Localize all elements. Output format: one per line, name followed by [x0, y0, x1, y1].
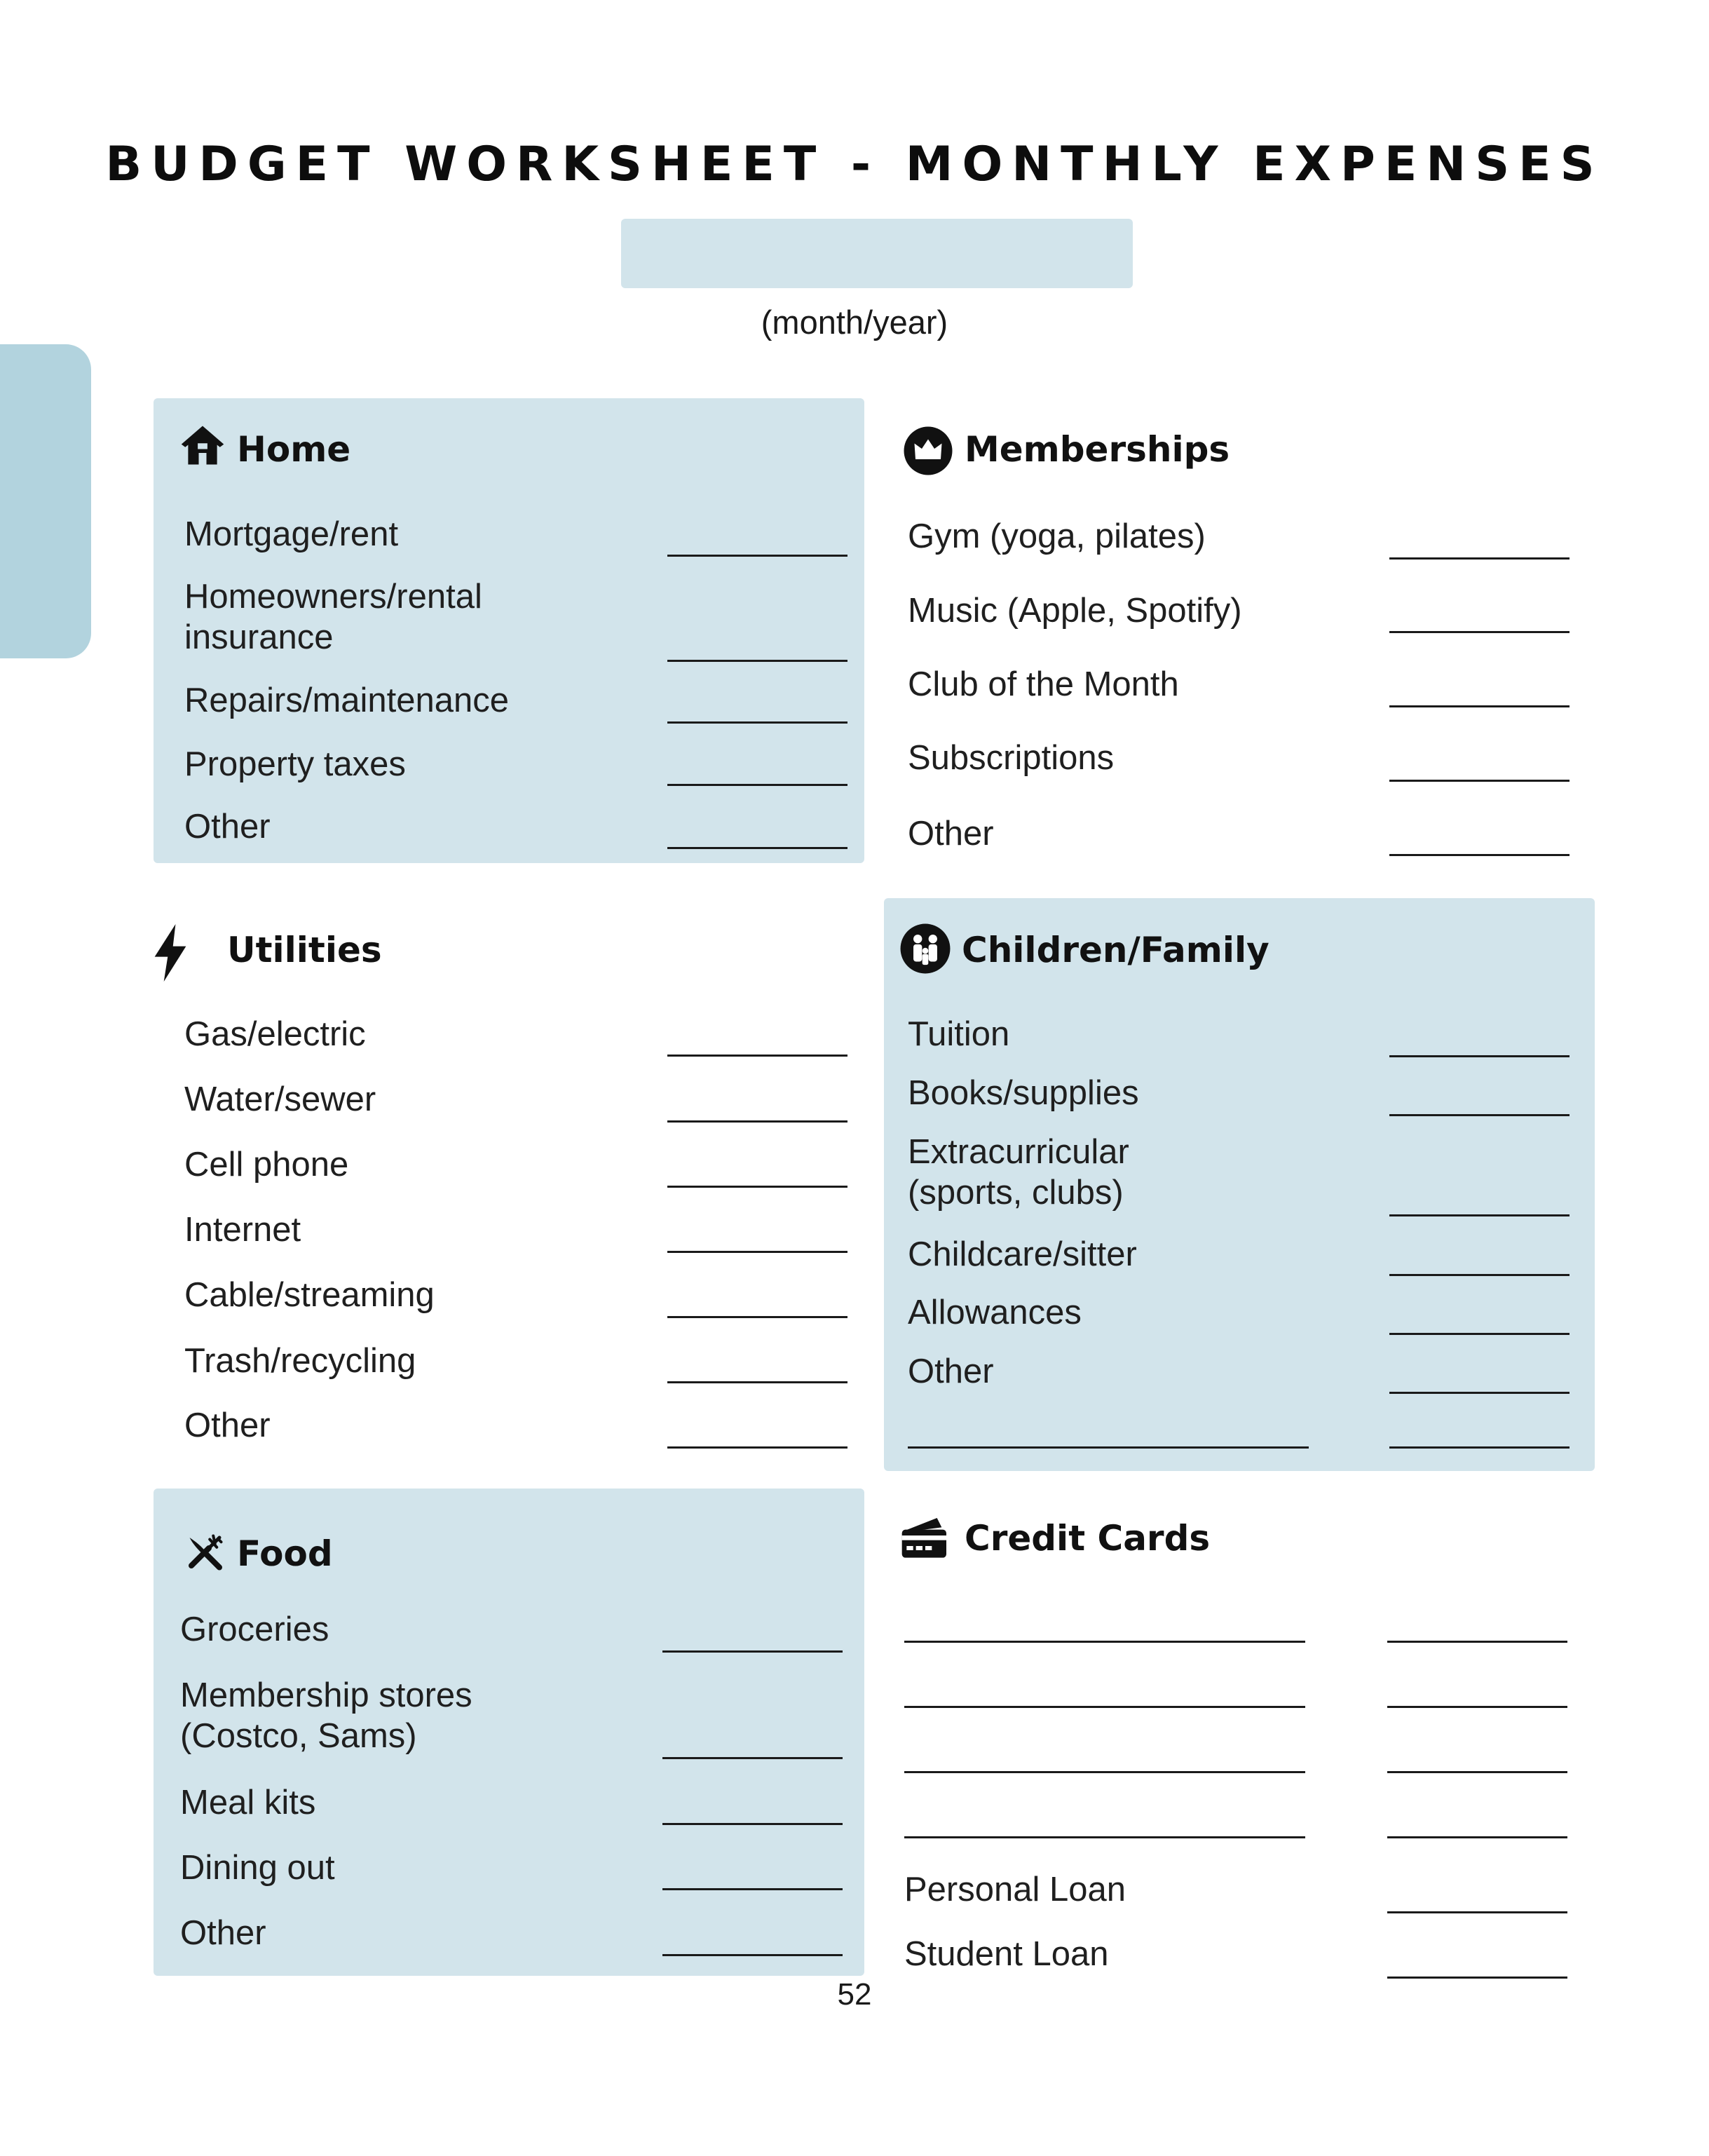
credit-card-3-name-line[interactable]	[904, 1771, 1305, 1773]
children-item-books: Books/supplies	[908, 1074, 1139, 1112]
crown-icon	[903, 426, 953, 480]
food-item-dining-out: Dining out	[180, 1849, 335, 1887]
children-other-entry-line[interactable]	[1389, 1392, 1570, 1394]
utilities-item-internet: Internet	[184, 1211, 301, 1249]
credit-personal-loan-entry-line[interactable]	[1387, 1911, 1567, 1913]
children-item-sports-clubs: (sports, clubs)	[908, 1174, 1124, 1212]
utilities-item-gas: Gas/electric	[184, 1015, 366, 1053]
home-insurance-entry-line[interactable]	[667, 660, 847, 662]
memberships-item-other: Other	[908, 815, 994, 853]
memberships-gym-entry-line[interactable]	[1389, 557, 1570, 560]
side-tab-decoration	[0, 344, 91, 658]
memberships-heading: Memberships	[965, 429, 1230, 470]
utilities-item-other: Other	[184, 1406, 271, 1444]
food-membership-stores-entry-line[interactable]	[662, 1757, 843, 1759]
children-item-childcare: Childcare/sitter	[908, 1235, 1137, 1273]
food-meal-kits-entry-line[interactable]	[662, 1823, 843, 1825]
utilities-item-water: Water/sewer	[184, 1080, 376, 1118]
utilities-item-trash: Trash/recycling	[184, 1342, 416, 1380]
home-other-entry-line[interactable]	[667, 847, 847, 849]
food-item-meal-kits: Meal kits	[180, 1784, 316, 1822]
children-books-entry-line[interactable]	[1389, 1114, 1570, 1116]
memberships-club-entry-line[interactable]	[1389, 705, 1570, 707]
home-property-taxes-entry-line[interactable]	[667, 784, 847, 786]
credit-card-1-amount-line[interactable]	[1387, 1641, 1567, 1643]
children-extracurricular-entry-line[interactable]	[1389, 1214, 1570, 1216]
home-item-insurance: insurance	[184, 618, 334, 656]
children-custom-name-line[interactable]	[908, 1446, 1309, 1449]
food-heading: Food	[237, 1533, 333, 1574]
memberships-subscriptions-entry-line[interactable]	[1389, 780, 1570, 782]
utilities-gas-entry-line[interactable]	[667, 1055, 847, 1057]
utilities-cable-entry-line[interactable]	[667, 1316, 847, 1318]
utilities-trash-entry-line[interactable]	[667, 1381, 847, 1383]
page-title: BUDGET WORKSHEET - MONTHLY EXPENSES	[105, 137, 1604, 192]
food-other-entry-line[interactable]	[662, 1954, 843, 1956]
children-family-heading: Children/Family	[962, 930, 1269, 970]
memberships-item-music: Music (Apple, Spotify)	[908, 592, 1242, 630]
credit-item-student-loan: Student Loan	[904, 1935, 1109, 1973]
food-dining-out-entry-line[interactable]	[662, 1888, 843, 1890]
home-mortgage-entry-line[interactable]	[667, 555, 847, 557]
home-item-repairs: Repairs/maintenance	[184, 682, 510, 719]
children-childcare-entry-line[interactable]	[1389, 1274, 1570, 1276]
credit-card-3-amount-line[interactable]	[1387, 1771, 1567, 1773]
children-item-extracurricular: Extracurricular	[908, 1133, 1129, 1171]
memberships-item-subscriptions: Subscriptions	[908, 739, 1115, 777]
utilities-item-cell: Cell phone	[184, 1146, 349, 1184]
children-allowances-entry-line[interactable]	[1389, 1333, 1570, 1335]
utilities-other-entry-line[interactable]	[667, 1446, 847, 1449]
credit-card-4-amount-line[interactable]	[1387, 1836, 1567, 1838]
food-item-other: Other	[180, 1914, 266, 1952]
home-item-property-taxes: Property taxes	[184, 745, 406, 783]
home-item-homeowners: Homeowners/rental	[184, 578, 482, 616]
credit-card-1-name-line[interactable]	[904, 1641, 1305, 1643]
home-heading: Home	[237, 429, 351, 470]
utensils-icon	[184, 1531, 226, 1576]
utilities-cell-entry-line[interactable]	[667, 1186, 847, 1188]
month-year-field[interactable]	[621, 219, 1133, 288]
house-icon	[179, 422, 226, 472]
home-item-mortgage: Mortgage/rent	[184, 515, 399, 553]
utilities-internet-entry-line[interactable]	[667, 1251, 847, 1253]
credit-card-4-name-line[interactable]	[904, 1836, 1305, 1838]
memberships-other-entry-line[interactable]	[1389, 854, 1570, 856]
credit-item-personal-loan: Personal Loan	[904, 1871, 1126, 1908]
credit-card-2-name-line[interactable]	[904, 1706, 1305, 1708]
children-item-other: Other	[908, 1352, 994, 1390]
memberships-item-gym: Gym (yoga, pilates)	[908, 517, 1206, 555]
food-groceries-entry-line[interactable]	[662, 1650, 843, 1653]
children-tuition-entry-line[interactable]	[1389, 1055, 1570, 1057]
children-item-allowances: Allowances	[908, 1294, 1082, 1331]
children-custom-amount-line[interactable]	[1389, 1446, 1570, 1449]
utilities-item-cable: Cable/streaming	[184, 1276, 435, 1314]
food-item-membership-stores: Membership stores	[180, 1676, 472, 1714]
home-item-other: Other	[184, 808, 271, 846]
month-year-caption: (month/year)	[761, 304, 948, 341]
memberships-music-entry-line[interactable]	[1389, 631, 1570, 633]
credit-card-icon	[897, 1507, 953, 1567]
family-icon	[899, 923, 951, 978]
children-item-tuition: Tuition	[908, 1015, 1010, 1053]
utilities-water-entry-line[interactable]	[667, 1120, 847, 1123]
food-item-groceries: Groceries	[180, 1611, 329, 1648]
food-item-costco-sams: (Costco, Sams)	[180, 1717, 417, 1755]
memberships-item-club: Club of the Month	[908, 665, 1179, 703]
page-number: 52	[837, 1977, 872, 2012]
credit-card-2-amount-line[interactable]	[1387, 1706, 1567, 1708]
credit-cards-heading: Credit Cards	[965, 1518, 1211, 1559]
home-repairs-entry-line[interactable]	[667, 721, 847, 724]
lightning-bolt-icon	[151, 924, 189, 985]
utilities-heading: Utilities	[227, 930, 382, 970]
